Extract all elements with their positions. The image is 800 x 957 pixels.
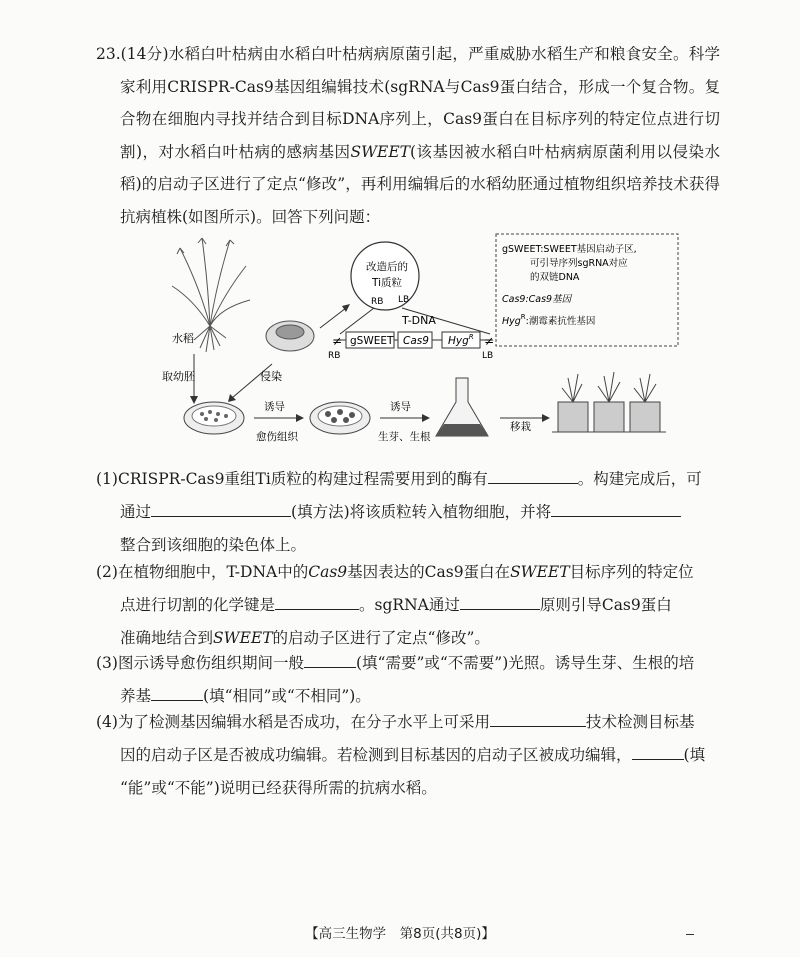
- sub2-text-h: 的启动子区进行了定点“修改”。: [272, 629, 490, 647]
- sub4-text-e: “能”或“不能”)说明已经获得所需的抗病水稻。: [120, 779, 437, 797]
- segment-hyg: Hyg: [448, 335, 469, 347]
- svg-text:HygR:潮霉素抗性基因: [502, 313, 595, 327]
- sub1-blank-method[interactable]: [151, 498, 291, 517]
- sub4-text-b: 技术检测目标基: [585, 713, 695, 731]
- intro-text-2: (该基因被水稻白叶枯病病原菌利用以侵染水稻)的启动子区进行了定点“修改”，再利用编辑后的水稻幼胚通过植物组织培养技术获得抗病植株(如图所示)。回答下列问题：: [120, 142, 720, 226]
- subquestion-2: [96, 556, 720, 655]
- question-score: (14分): [120, 45, 169, 63]
- take-embryo-label: 取幼胚: [162, 370, 195, 383]
- sub2-text-e: 。sgRNA通过: [359, 596, 460, 614]
- segment-gsweet: gSWEET: [350, 335, 394, 347]
- experiment-figure: [150, 228, 680, 460]
- sub2-text-a: (2)在植物细胞中，T-DNA中的: [96, 563, 309, 581]
- cassette-rb: RB: [328, 351, 341, 361]
- sub2-cas9: Cas9: [308, 563, 348, 581]
- sub3-text-d: (填“相同”或“不相同”)。: [203, 687, 371, 705]
- sub4-text-a: (4)为了检测基因编辑水稻是否成功，在分子水平上可采用: [96, 713, 490, 731]
- sub2-blank-principle[interactable]: [460, 591, 540, 610]
- sub2-blank-bond[interactable]: [275, 591, 359, 610]
- induce-2-a: 诱导: [390, 401, 411, 413]
- legend-line-4: Cas9:Cas9基因: [502, 294, 572, 305]
- legend-line-5-rest: :潮霉素抗性基因: [525, 316, 596, 327]
- sub2-text-f: 原则引导Cas9蛋白: [539, 596, 672, 614]
- sub1-blank-enzyme[interactable]: [488, 465, 578, 484]
- cassette-lb: LB: [482, 351, 494, 361]
- sub4-text-d: (填: [683, 746, 706, 764]
- potted-seedlings: [552, 372, 666, 432]
- sub1-text-c: 通过: [120, 503, 152, 521]
- sub1-text-e: 整合到该细胞的染色体上。: [120, 536, 307, 554]
- tdna-label: T-DNA: [402, 314, 436, 327]
- segment-hyg-sup: R: [468, 333, 474, 341]
- legend-line-5-sup: R: [520, 313, 526, 321]
- subquestion-4: [96, 706, 720, 805]
- sub2-text-g: 准确地结合到: [120, 629, 214, 647]
- induce-1-a: 诱导: [264, 401, 285, 413]
- question-23-intro: [96, 38, 720, 233]
- sub1-text-d: (填方法)将该质粒转入植物细胞，并将: [291, 503, 552, 521]
- plasmid-lb: LB: [398, 295, 410, 305]
- sub3-blank-light[interactable]: [304, 649, 356, 668]
- legend-line-5: Hyg: [502, 316, 521, 327]
- tdna-cassette: [328, 332, 494, 361]
- sub2-text-d: 点进行切割的化学键是: [120, 596, 276, 614]
- plasmid-rb: RB: [371, 297, 384, 307]
- question-number: 23.: [96, 45, 121, 63]
- sub3-text-c: 养基: [120, 687, 152, 705]
- legend-line-1: gSWEET:SWEET基因启动子区,: [502, 244, 637, 255]
- gene-sweet: SWEET: [350, 142, 411, 161]
- svg-text:≠: ≠: [484, 334, 495, 348]
- sub2-text-c: 目标序列的特定位: [569, 563, 694, 581]
- intro-text-1: 水稻白叶枯病由水稻白叶枯病病原菌引起，严重威胁水稻生产和粮食安全。科学家利用CRISPR-Cas9基因组编辑技术(sgRNA与Cas9蛋白结合，形成一个复合物。复合物在细胞内寻找并结合到目标DNA序列上，Cas9蛋白在目标序列的特定位点进行切割)，对水稻白叶枯病的感病基因: [120, 45, 720, 161]
- legend-line-3: 的双链DNA: [530, 272, 580, 283]
- plasmid-line-2: Ti质粒: [372, 277, 403, 289]
- sub3-text-a: (3)图示诱导愈伤组织期间一般: [96, 654, 304, 672]
- page-footer: 【高三生物学 第8页(共8页)】: [305, 926, 495, 942]
- svg-text:≠: ≠: [332, 334, 343, 348]
- plasmid-line-1: 改造后的: [366, 261, 408, 273]
- sub2-text-b: 基因表达的Cas9蛋白在: [347, 563, 511, 581]
- sub2-sweet: SWEET: [510, 563, 570, 581]
- sub1-text-a: (1)CRISPR-Cas9重组Ti质粒的构建过程需要用到的酶有: [96, 470, 488, 488]
- rice-label: 水稻: [172, 332, 194, 345]
- transplant-label: 移栽: [510, 421, 531, 433]
- sub2-sweet-2: SWEET: [213, 629, 273, 647]
- sub1-text-b: 。构建完成后，可: [577, 470, 702, 488]
- legend-line-2: 可引导序列sgRNA对应: [530, 258, 628, 269]
- segment-cas9: Cas9: [403, 335, 429, 347]
- sub1-blank-integrate[interactable]: [551, 498, 681, 517]
- sub4-text-c: 因的启动子区是否被成功编辑。若检测到目标基因的启动子区被成功编辑，: [120, 746, 632, 764]
- sub4-blank-technique[interactable]: [490, 708, 586, 727]
- corner-mark: [686, 934, 694, 935]
- induce-2-b: 生芽、生根: [378, 431, 431, 443]
- sub3-blank-medium[interactable]: [151, 682, 203, 701]
- induce-1-b: 愈伤组织: [256, 431, 298, 443]
- infect-label: 侵染: [260, 370, 282, 383]
- subquestion-3: [96, 647, 720, 713]
- subquestion-1: [96, 463, 720, 562]
- sub4-blank-can[interactable]: [632, 741, 684, 760]
- sub3-text-b: (填“需要”或“不需要”)光照。诱导生芽、生根的培: [355, 654, 695, 672]
